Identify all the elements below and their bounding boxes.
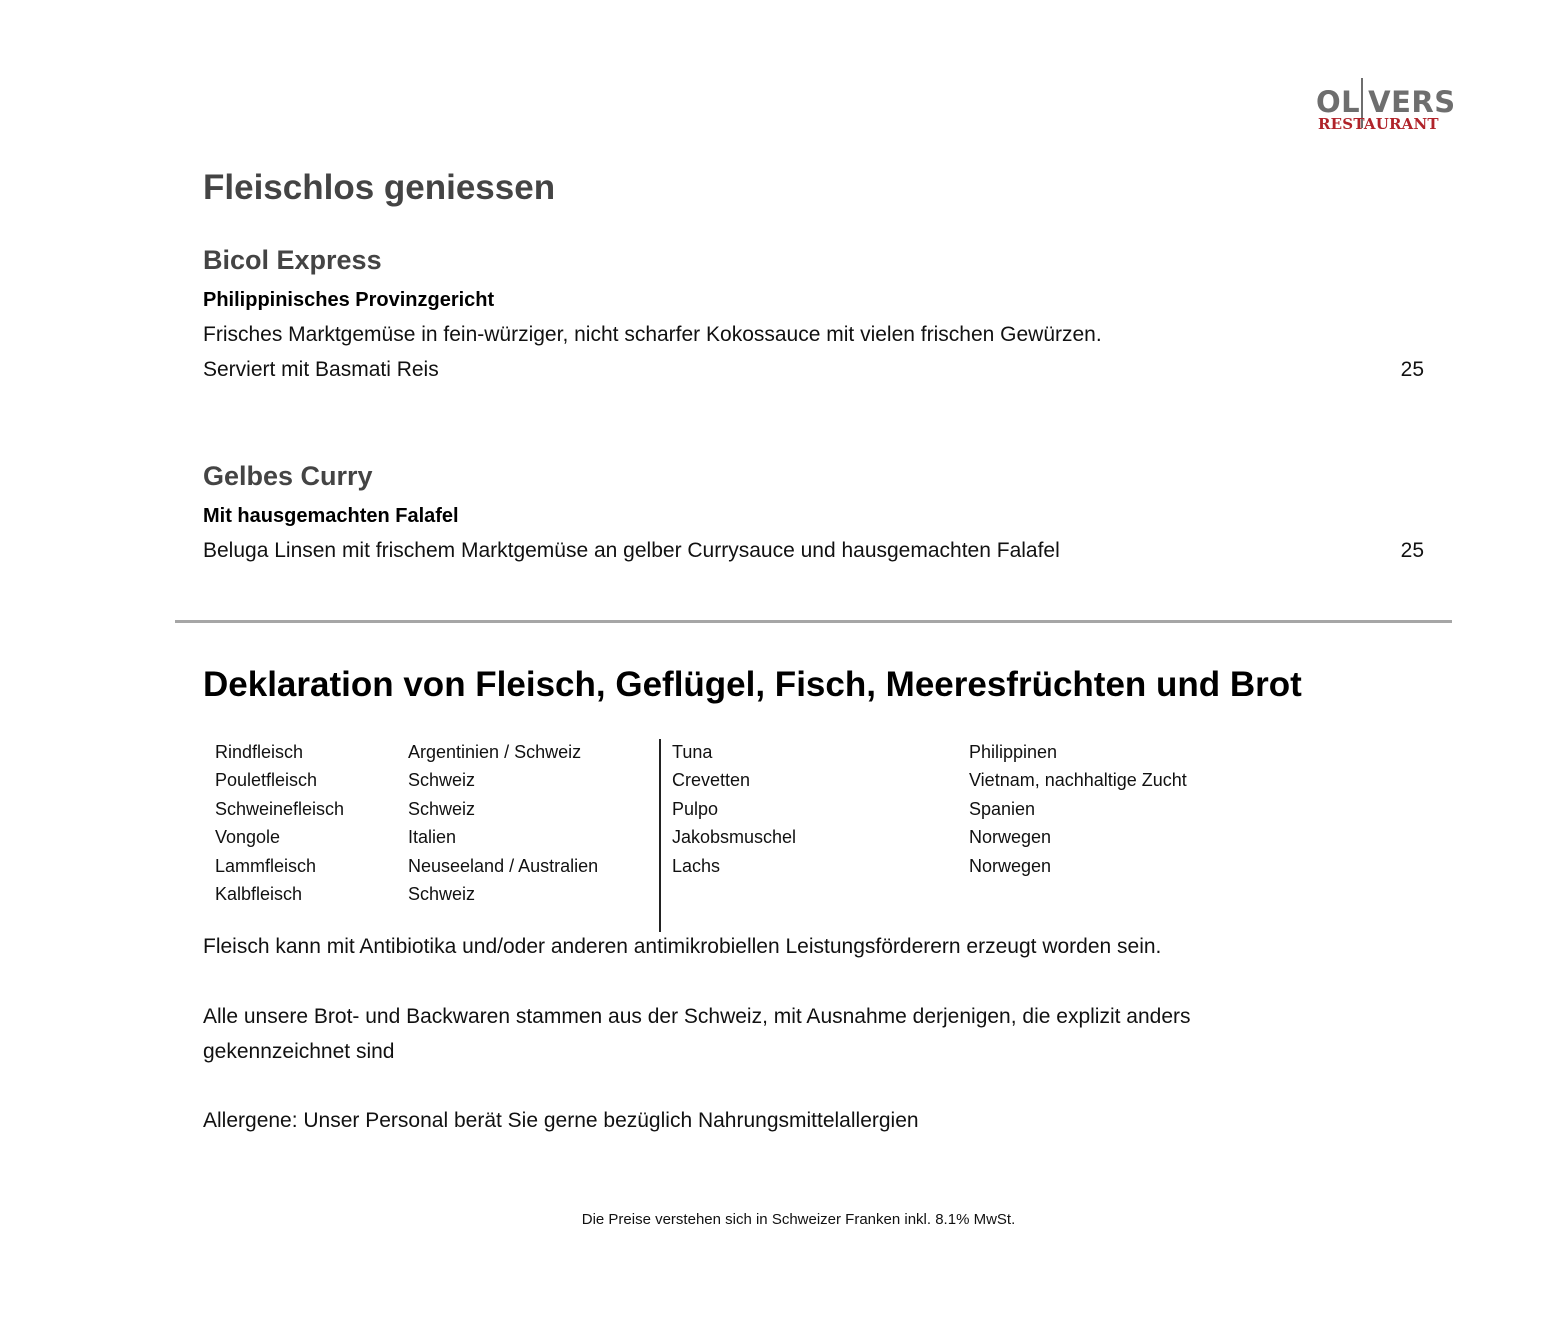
declaration-item: Lammfleisch <box>215 856 317 876</box>
bread-note-line: gekennzeichnet sind <box>203 1040 395 1063</box>
declaration-origin: Schweiz <box>408 770 476 790</box>
dish-name: Gelbes Curry <box>203 461 373 491</box>
dish-description: Beluga Linsen mit frischem Marktgemüse an gelber Currysauce und hausgemachten Falafel <box>203 539 1060 562</box>
price-footer: Die Preise verstehen sich in Schweizer Franken inkl. 8.1% MwSt. <box>581 1211 1016 1228</box>
declaration-item: Tuna <box>672 742 713 762</box>
declaration-item: Pouletfleisch <box>215 770 318 790</box>
declaration-item: Crevetten <box>672 770 751 790</box>
section-divider <box>175 620 1452 623</box>
declaration-item: Rindfleisch <box>215 742 304 762</box>
dish-subtitle: Philippinisches Provinzgericht <box>203 289 495 311</box>
antibiotics-note: Fleisch kann mit Antibiotika und/oder anderen antimikrobiellen Leistungsförderern erzeugt worden sein. <box>203 935 1162 958</box>
declaration-column-divider <box>659 739 661 932</box>
declaration-origin: Spanien <box>969 799 1036 819</box>
declaration-item: Vongole <box>215 827 281 847</box>
dish-price: 25 <box>1400 358 1424 381</box>
restaurant-logo <box>1312 85 1456 136</box>
dish-description: Frisches Marktgemüse in fein-würziger, nicht scharfer Kokossauce mit vielen frischen Gewürzen. <box>203 323 1102 346</box>
declaration-origin: Vietnam, nachhaltige Zucht <box>969 770 1187 790</box>
declaration-origin: Norwegen <box>969 856 1052 876</box>
declaration-origin: Philippinen <box>969 742 1058 762</box>
dish-price: 25 <box>1400 539 1424 562</box>
declaration-title: Deklaration von Fleisch, Geflügel, Fisch, Meeresfrüchten und Brot <box>203 665 1302 704</box>
dish-subtitle: Mit hausgemachten Falafel <box>203 505 459 527</box>
section-title: Fleischlos geniessen <box>203 168 556 207</box>
logo-subtitle: RESTAURANT <box>1318 115 1439 133</box>
declaration-item: Lachs <box>672 856 721 876</box>
logo-wordmark: OL VERS <box>1316 85 1456 119</box>
declaration-item: Jakobsmuschel <box>672 827 797 847</box>
declaration-origin: Schweiz <box>408 884 476 904</box>
declaration-item: Kalbfleisch <box>215 884 303 904</box>
declaration-origin: Norwegen <box>969 827 1052 847</box>
declaration-item: Pulpo <box>672 799 719 819</box>
allergens-note: Allergene: Unser Personal berät Sie gerne bezüglich Nahrungsmittelallergien <box>203 1109 919 1132</box>
dish-name: Bicol Express <box>203 245 382 275</box>
declaration-item: Schweinefleisch <box>215 799 345 819</box>
dish-description: Serviert mit Basmati Reis <box>203 358 439 381</box>
declaration-origin: Neuseeland / Australien <box>408 856 599 876</box>
declaration-origin: Schweiz <box>408 799 476 819</box>
declaration-origin: Argentinien / Schweiz <box>408 742 582 762</box>
bread-note-line: Alle unsere Brot- und Backwaren stammen aus der Schweiz, mit Ausnahme derjenigen, die explizit anders <box>203 1005 1191 1028</box>
declaration-origin: Italien <box>408 827 457 847</box>
